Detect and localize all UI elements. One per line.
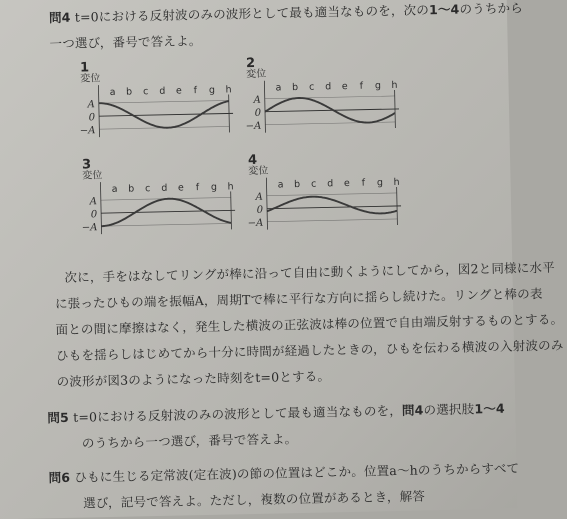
point-label-g: g [210,181,218,193]
paragraph-line-2: に張ったひもの端を振幅A，周期Tで棒に平行な方向に揺らし続けた。リングと棒の表 [54,285,543,312]
zero-axis [99,113,233,116]
q4-line-2: 一つ選び，番号で答えよ。 [49,33,202,52]
y-axis-label: 変位 [82,170,103,182]
q4-label: 問4 [48,9,71,26]
point-label-b: b [128,183,135,195]
point-label-b: b [293,178,301,191]
q5-label: 問5 [47,409,70,426]
point-label-c: c [308,81,315,93]
q4-text: t=0における反射波のみの波形として最も適当なものを，次の [74,2,430,25]
point-label-a: a [111,183,118,195]
option-2-number: 2 [245,55,256,72]
q6-label: 問6 [48,469,71,486]
reference-line-neg-A [267,219,397,222]
q5-text-a: t=0における反射波のみの波形として最も適当なものを， [73,402,403,425]
paragraph-line-4: ひもを揺らしはじめてから十分に時間が経過したときの，ひもを伝わる横波の入射波のみ [55,337,564,364]
zero-axis [267,206,401,209]
y-axis-label: 変位 [246,68,267,81]
option-1-number: 1 [79,60,90,76]
label-neg-A: −A [247,217,264,230]
point-label-d: d [161,182,168,194]
point-label-d: d [159,85,166,97]
point-label-h: h [225,84,232,96]
q5-ref: 問4 [401,402,424,418]
point-label-e: e [177,182,184,194]
q6-line-1 [48,460,519,485]
q4-choices-ref: 1～4 [428,1,460,18]
q5-range: 1～4 [474,400,506,417]
y-axis-label: 変位 [248,165,269,178]
paragraph-line-1: 次に，手をはなしてリングが棒に沿って自由に動くようにしてから，図2と同様に水平 [64,259,556,285]
point-label-d: d [327,178,334,190]
point-label-e: e [341,80,348,93]
option-2-graph [236,66,407,140]
label-neg-A: −A [81,222,98,234]
y-axis [266,178,267,230]
point-label-g: g [376,177,384,189]
label-neg-A: −A [245,120,262,133]
point-label-c: c [142,86,149,98]
q5-line-1 [47,401,505,426]
reference-line-A [99,100,229,103]
point-label-f: f [195,182,200,194]
option-3-number: 3 [81,157,92,173]
point-label-c: c [310,178,317,190]
label-A: A [87,99,95,111]
point-label-d: d [325,81,332,93]
reference-line-neg-A [101,223,231,226]
reference-line-A [267,193,397,196]
label-neg-A: −A [79,125,96,137]
option-1-graph [70,70,241,144]
point-label-h: h [391,79,398,92]
y-axis-label: 変位 [80,73,101,85]
point-label-f: f [361,177,366,189]
paragraph-line-3: 面との間に摩擦はなく，発生した横波の正弦波は棒の位置で自由端反射するものとする。 [55,311,564,338]
label-A: A [255,191,263,203]
q6-text: ひもに生じる定常波(定在波)の節の位置はどこか。位置a～hのうちからすべて [74,460,520,485]
wave-curve [267,195,397,216]
point-label-e: e [175,85,182,97]
q4-text-tail: のうちから [459,0,524,17]
paragraph-line-5: の波形が図3のようになった時刻をt=0とする。 [56,368,331,390]
label-zero: 0 [256,204,264,216]
point-label-f: f [359,80,364,92]
point-label-g: g [208,84,216,96]
option-4-graph [238,163,409,237]
reference-line-A [265,96,395,99]
point-label-h: h [227,181,234,193]
zero-axis [101,210,235,213]
point-label-a: a [109,86,116,98]
point-label-e: e [343,177,350,190]
point-label-g: g [374,80,382,92]
point-label-a: a [277,179,284,191]
q5-line-2: のうちから一つ選び，番号で答えよ。 [81,431,298,451]
option-3-graph [72,167,243,241]
option-4-number: 4 [247,152,258,169]
q5-text-b: の選択肢 [423,401,475,418]
point-label-b: b [291,81,299,94]
label-A: A [89,196,97,208]
q6-line-2: 選び，記号で答えよ。ただし，複数の位置があるとき，解答 [83,488,426,511]
label-A: A [253,94,261,106]
q4-line-1 [49,0,523,25]
label-zero: 0 [90,209,98,221]
point-label-a: a [275,82,282,94]
point-label-b: b [126,86,133,98]
point-label-f: f [193,85,198,97]
point-label-c: c [145,183,151,195]
label-zero: 0 [254,107,262,119]
label-zero: 0 [88,112,96,124]
point-label-h: h [393,176,400,189]
